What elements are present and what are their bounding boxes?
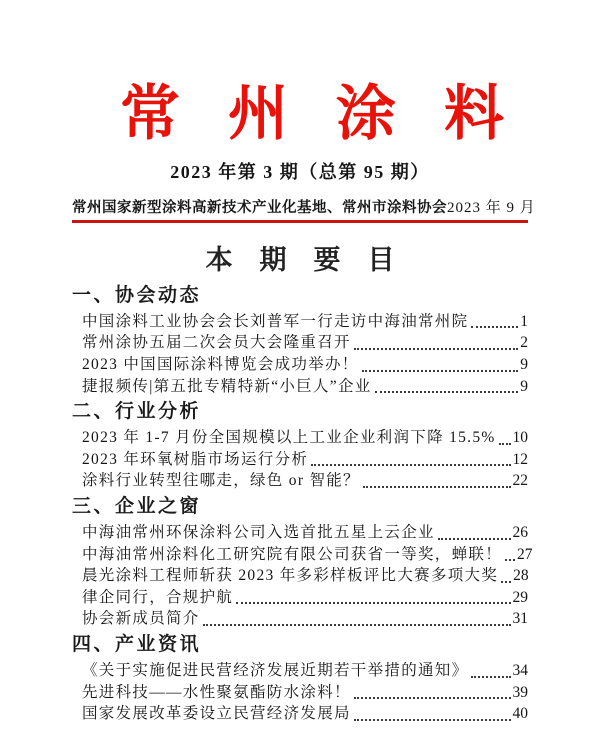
publisher-row — [72, 196, 536, 217]
publisher-name: 常州国家新型涂料高新技术产业化基地、常州市涂料协会 — [72, 199, 447, 216]
toc-entry-title: 晨光涂料工程师斩获 2023 年多彩样板评比大赛多项大奖 — [82, 567, 499, 585]
toc-entry — [72, 660, 528, 682]
dot-leader — [354, 719, 511, 721]
toc-entry-title: 《关于实施促进民营经济发展近期若干举措的通知》 — [82, 661, 469, 679]
toc-entry-title: 涂料行业转型往哪走，绿色 or 智能？ — [82, 472, 360, 490]
toc-entry-title: 协会新成员简介 — [82, 610, 200, 628]
toc-entry-title: 先进科技——水性聚氨酯防水涂料！ — [82, 683, 351, 701]
toc-entry — [72, 354, 528, 376]
table-of-contents — [72, 284, 533, 725]
section-heading: 一、协会动态 — [72, 284, 202, 306]
toc-entry — [72, 703, 528, 725]
toc-entry — [72, 376, 528, 398]
dot-leader — [499, 443, 511, 445]
dot-leader — [236, 602, 510, 604]
dot-leader — [354, 348, 518, 350]
dot-leader — [505, 559, 515, 561]
toc-entry — [72, 311, 528, 333]
toc-entry-page: 10 — [512, 429, 528, 447]
dot-leader — [501, 581, 511, 583]
toc-entry — [72, 332, 528, 354]
toc-entry — [72, 544, 533, 566]
toc-entry-page: 9 — [520, 355, 528, 373]
toc-entry-title: 2023 年环氧树脂市场运行分析 — [82, 450, 309, 468]
toc-entry — [72, 522, 528, 544]
dot-leader — [203, 624, 511, 626]
dot-leader — [363, 486, 511, 488]
toc-entry-title: 2023 中国国际涂料博览会成功举办！ — [82, 355, 359, 373]
toc-entry-title: 常州涂协五届二次会员大会隆重召开 — [82, 334, 351, 352]
toc-entry — [72, 470, 528, 492]
toc-entry-page: 22 — [512, 472, 528, 490]
toc-entry-title: 中海油常州涂料化工研究院有限公司获省一等奖，蝉联！ — [82, 545, 503, 563]
toc-entry — [72, 587, 528, 609]
toc-entry-title: 2023 年 1-7 月份全国规模以上工业企业利润下降 15.5% — [82, 429, 496, 447]
toc-entry-page: 29 — [512, 588, 528, 606]
dot-leader — [311, 464, 510, 466]
section-heading: 二、行业分析 — [72, 401, 202, 423]
toc-entry — [72, 427, 528, 449]
magazine-title: 常州涂料 — [120, 81, 552, 147]
toc-entry-title: 中海油常州环保涂料公司入选首批五星上云企业 — [82, 523, 435, 541]
section-heading: 三、企业之窗 — [72, 495, 202, 517]
dot-leader — [354, 697, 511, 699]
red-divider-rule — [72, 220, 528, 223]
publication-date: 2023 年 9 月 — [447, 199, 536, 216]
section-heading: 四、产业资讯 — [72, 633, 202, 655]
toc-entry-page: 1 — [520, 312, 528, 330]
toc-entry-title: 律企同行，合规护航 — [82, 588, 234, 606]
toc-entry-page: 40 — [512, 705, 528, 723]
toc-entry — [72, 608, 528, 630]
toc-entry — [72, 565, 528, 587]
toc-entry-page: 9 — [520, 377, 528, 395]
dot-leader — [362, 370, 519, 372]
toc-entry-page: 31 — [512, 610, 528, 628]
dot-leader — [375, 391, 519, 393]
dot-leader — [471, 326, 518, 328]
toc-entry-page: 2 — [520, 334, 528, 352]
masthead — [72, 81, 552, 223]
toc-entry-page: 26 — [512, 523, 528, 541]
toc-entry-title: 中国涂料工业协会会长刘普军一行走访中海油常州院 — [82, 312, 469, 330]
toc-entry-title: 国家发展改革委设立民营经济发展局 — [82, 705, 351, 723]
toc-entry-page: 27 — [517, 545, 533, 563]
toc-entry-title: 捷报频传|第五批专精特新“小巨人”企业 — [82, 377, 372, 395]
contents-title: 本期要目 — [205, 244, 422, 275]
toc-entry-page: 28 — [513, 567, 529, 585]
toc-entry-page: 39 — [512, 683, 528, 701]
dot-leader — [471, 676, 510, 678]
issue-line: 2023 年第 3 期（总第 95 期） — [170, 161, 430, 182]
toc-entry — [72, 449, 528, 471]
toc-entry — [72, 682, 528, 704]
dot-leader — [438, 538, 511, 540]
toc-entry-page: 34 — [512, 661, 528, 679]
toc-entry-page: 12 — [512, 450, 528, 468]
